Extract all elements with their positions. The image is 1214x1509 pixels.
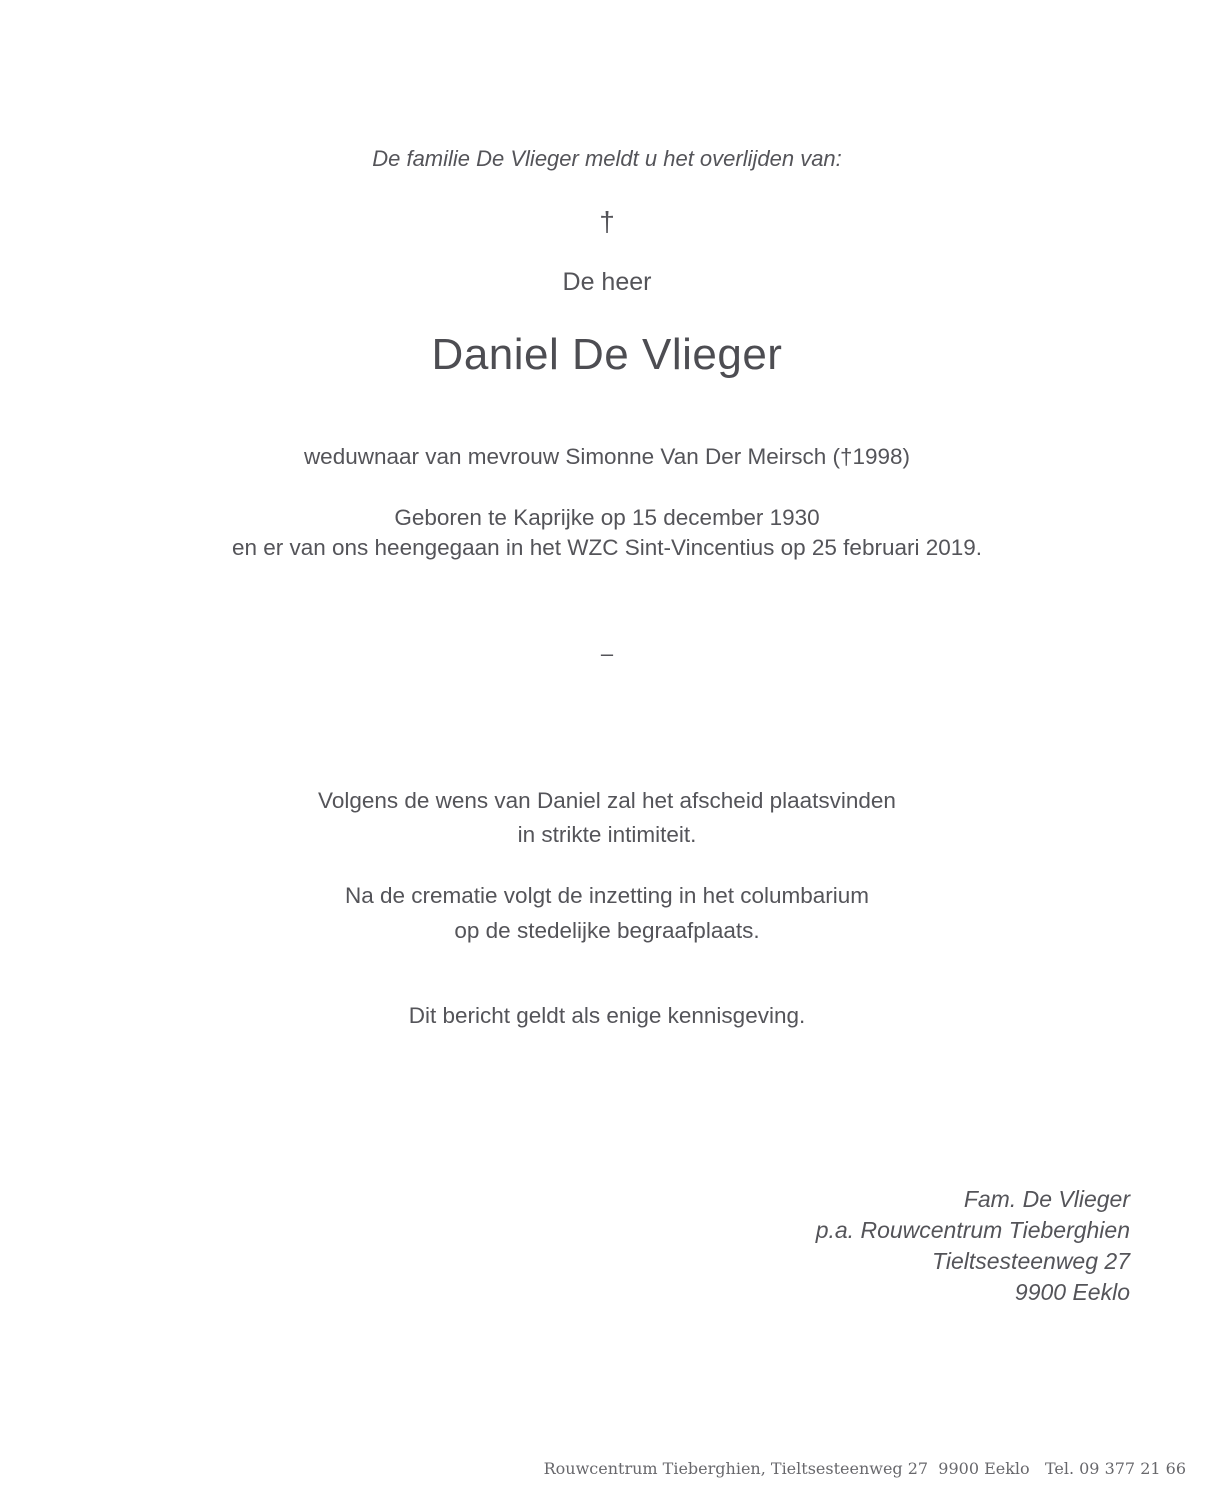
deceased-name: Daniel De Vlieger	[431, 330, 783, 379]
cremation-line-1: Na de crematie volgt de inzetting in het columbarium	[344, 883, 869, 908]
wish-line-1: Volgens de wens van Daniel zal het afscheid plaatsvinden	[318, 788, 896, 813]
signature-street-line: Tieltsesteenweg 27	[932, 1248, 1130, 1274]
footer-contact-line: Rouwcentrum Tieberghien, Tieltsesteenweg 27 9900 Eeklo Tel. 09 377 21 66	[543, 1459, 1186, 1478]
cremation-block	[0, 878, 1214, 948]
birth-death-block	[0, 503, 1214, 563]
separator-dash: –	[600, 641, 614, 666]
salutation-line: De heer	[562, 268, 652, 296]
signature-city-line: 9900 Eeklo	[1014, 1279, 1130, 1305]
signature-block	[816, 1184, 1130, 1308]
wish-line-2: in strikte intimiteit.	[517, 822, 697, 847]
family-announcement-line: De familie De Vlieger meldt u het overlijden van:	[372, 146, 842, 171]
signature-funeral-home-line: p.a. Rouwcentrum Tieberghien	[815, 1217, 1130, 1243]
farewell-wish-block	[0, 784, 1214, 852]
birth-line: Geboren te Kaprijke op 15 december 1930	[394, 505, 820, 530]
cross-dagger-icon: †	[599, 206, 615, 237]
signature-family-line: Fam. De Vlieger	[963, 1186, 1130, 1212]
only-notification-line: Dit bericht geldt als enige kennisgeving.	[408, 1003, 806, 1028]
cremation-line-2: op de stedelijke begraafplaats.	[454, 918, 760, 943]
death-line: en er van ons heengegaan in het WZC Sint-Vincentius op 25 februari 2019.	[231, 535, 983, 560]
widower-line: weduwnaar van mevrouw Simonne Van Der Meirsch (†1998)	[303, 444, 911, 469]
